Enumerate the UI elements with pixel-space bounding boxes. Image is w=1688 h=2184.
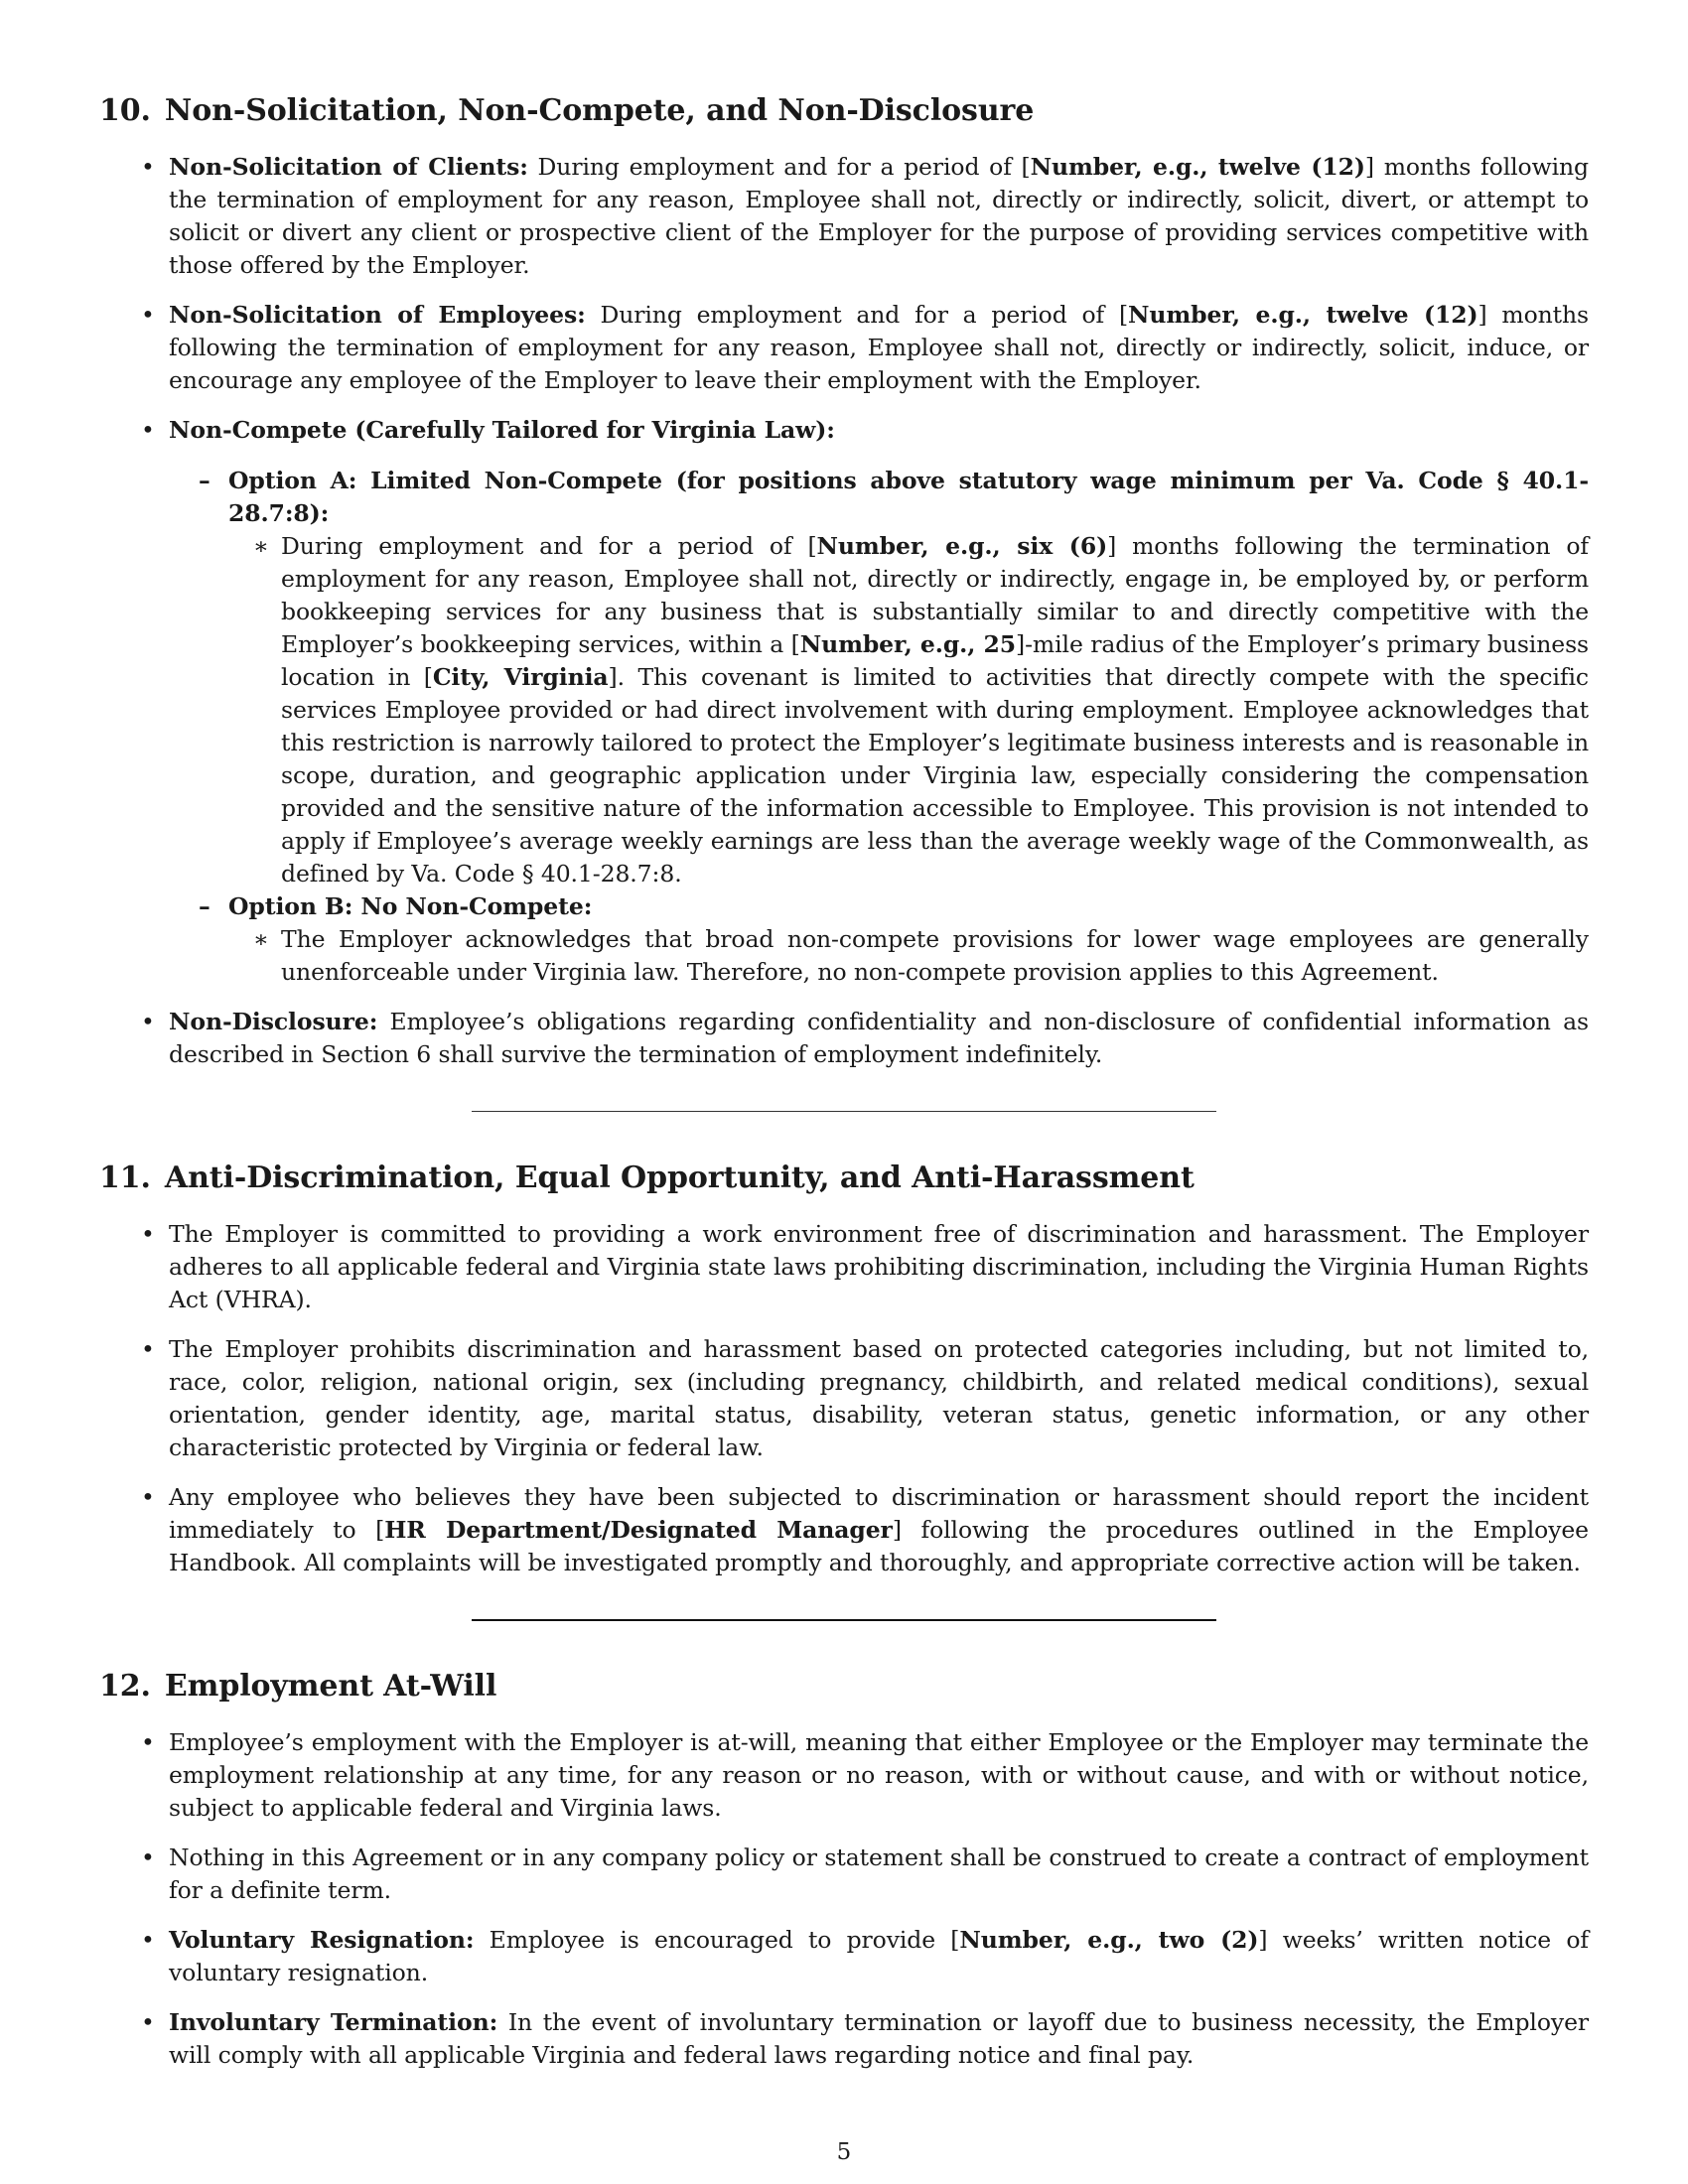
item-text: Employee’s obligations regarding confidentiality and non-disclosure of confidential information as described in Section 6 shall survive the termination of employment indefinitely. — [169, 1008, 1589, 1068]
option-label: Option A: Limited Non-Compete (for positions above statutory wage minimum per Va. Code § 40.1-28.7:8): — [228, 467, 1589, 527]
section-number: 12. — [99, 1669, 151, 1704]
separator — [99, 1619, 1589, 1621]
item-text: During employment and for a period of [ — [281, 532, 817, 560]
section-heading — [99, 1667, 1589, 1706]
option-detail-list — [228, 923, 1589, 989]
option-b — [228, 890, 1589, 989]
list-item — [169, 1924, 1589, 1989]
section-heading — [99, 1159, 1589, 1198]
item-label: Non-Disclosure: — [169, 1008, 378, 1035]
section-list — [99, 1218, 1589, 1579]
option-a — [228, 465, 1589, 890]
list-item — [169, 2006, 1589, 2072]
section-heading — [99, 91, 1589, 131]
placeholder-field: Number, e.g., six (6) — [816, 532, 1108, 560]
item-text: ] months following the termination of employment for any reason, Employee shall not, directly or indirectly, solicit, divert, or attempt to solicit or divert any client or prospective client of the Employer for the purpose of providing services competitive with those offered by the Employer. — [169, 153, 1589, 279]
placeholder-field: Number, e.g., twelve (12) — [1128, 301, 1478, 329]
list-item: • The Employer is committed to providing a work environment free of discrimination and harassment. The Employer adheres to all applicable federal and Virginia state laws prohibiting discrimination, including the Virginia Human Rights Act (VHRA). — [169, 1218, 1589, 1316]
document-page — [99, 91, 1589, 2089]
section-title: Employment At-Will — [164, 1669, 497, 1704]
item-text: Any employee who believes they have been subjected to discrimination or harassment should report the incident immediately to [ — [169, 1483, 1589, 1544]
placeholder-field: Number, e.g., 25 — [799, 630, 1017, 658]
item-label: Non-Solicitation of Clients: — [169, 153, 528, 181]
placeholder-field: Number, e.g., two (2) — [959, 1926, 1259, 1954]
section-number: 11. — [99, 1160, 151, 1195]
separator — [99, 1111, 1589, 1113]
option-list — [169, 465, 1589, 989]
horizontal-rule — [472, 1111, 1216, 1112]
list-item: • Employee’s employment with the Employer is at-will, meaning that either Employee or the Employer may terminate the employment relationship at any time, for any reason or no reason, with or without cause, and with or without notice, subject to applicable federal and Virginia laws. — [169, 1726, 1589, 1825]
list-item — [169, 1481, 1589, 1579]
placeholder-field: Number, e.g., twelve (12) — [1030, 153, 1365, 181]
item-label: Non-Solicitation of Employees: — [169, 301, 586, 329]
list-item: • The Employer prohibits discrimination and harassment based on protected categories including, but not limited to, race, color, religion, national origin, sex (including pregnancy, childbirth, and related medical conditions), sexual orientation, gender identity, age, marital status, disability, veteran status, genetic information, or any other characteristic protected by Virginia or federal law. — [169, 1333, 1589, 1464]
item-text: During employment and for a period of [ — [585, 301, 1129, 329]
section-list — [99, 151, 1589, 1071]
section-number: 10. — [99, 93, 151, 128]
item-text: Employee is encouraged to provide [ — [474, 1926, 960, 1954]
list-item — [169, 151, 1589, 282]
list-item: • Nothing in this Agreement or in any company policy or statement shall be construed to create a contract of employment for a definite term. — [169, 1842, 1589, 1907]
item-label: Voluntary Resignation: — [169, 1926, 475, 1954]
section-list — [99, 1726, 1589, 2072]
placeholder-field: HR Department/Designated Manager — [384, 1516, 893, 1544]
item-text: ] months following the termination of employment for any reason, Employee shall not, directly or indirectly, engage in, be employed by, or perform bookkeeping services for any business that is substantially similar to and directly competitive with the Employer’s bookkeeping services, within a [ — [281, 532, 1589, 658]
item-label: Non-Compete (Carefully Tailored for Virginia Law): — [169, 416, 835, 444]
list-item — [169, 414, 1589, 989]
list-item — [169, 1006, 1589, 1071]
option-label: Option B: No Non-Compete: — [228, 892, 593, 920]
horizontal-rule — [472, 1619, 1216, 1621]
section-11 — [99, 1159, 1589, 1579]
option-detail: ∗ The Employer acknowledges that broad non-compete provisions for lower wage employees are generally unenforceable under Virginia law. Therefore, no non-compete provision applies to this Agreement. — [281, 923, 1589, 989]
option-detail — [281, 530, 1589, 890]
option-detail-list — [228, 530, 1589, 890]
section-12 — [99, 1667, 1589, 2072]
item-text: ] months following the termination of employment for any reason, Employee shall not, directly or indirectly, solicit, induce, or encourage any employee of the Employer to leave their employment with the Employer. — [169, 301, 1590, 394]
placeholder-field: City, Virginia — [432, 663, 609, 691]
section-title: Non-Solicitation, Non-Compete, and Non-Disclosure — [164, 93, 1035, 128]
list-item — [169, 299, 1589, 397]
section-title: Anti-Discrimination, Equal Opportunity, and Anti-Harassment — [164, 1160, 1195, 1195]
item-text: In the event of involuntary termination or layoff due to business necessity, the Employer will comply with all applicable Virginia and federal laws regarding notice and final pay. — [169, 2008, 1590, 2069]
page-number: 5 — [836, 2139, 852, 2165]
item-text: ]. This covenant is limited to activities that directly compete with the specific services Employee provided or had direct involvement with during employment. Employee acknowledges that this restriction is narrowly tailored to protect the Employer’s legitimate business interests and is reasonable in scope, duration, and geographic application under Virginia law, especially considering the compensation provided and the sensitive nature of the information accessible to Employee. This provision is not intended to apply if Employee’s average weekly earnings are less than the average weekly wage of the Commonwealth, as defined by Va. Code § 40.1-28.7:8. — [281, 663, 1589, 887]
item-text: ]-mile radius of the Employer’s primary business location in [ — [281, 630, 1589, 691]
section-10 — [99, 91, 1589, 1071]
item-text: ] weeks’ written notice of voluntary resignation. — [169, 1926, 1589, 1986]
item-label: Involuntary Termination: — [169, 2008, 498, 2036]
item-text: ] following the procedures outlined in the Employee Handbook. All complaints will be investigated promptly and thoroughly, and appropriate corrective action will be taken. — [169, 1516, 1589, 1576]
item-text: During employment and for a period of [ — [527, 153, 1031, 181]
